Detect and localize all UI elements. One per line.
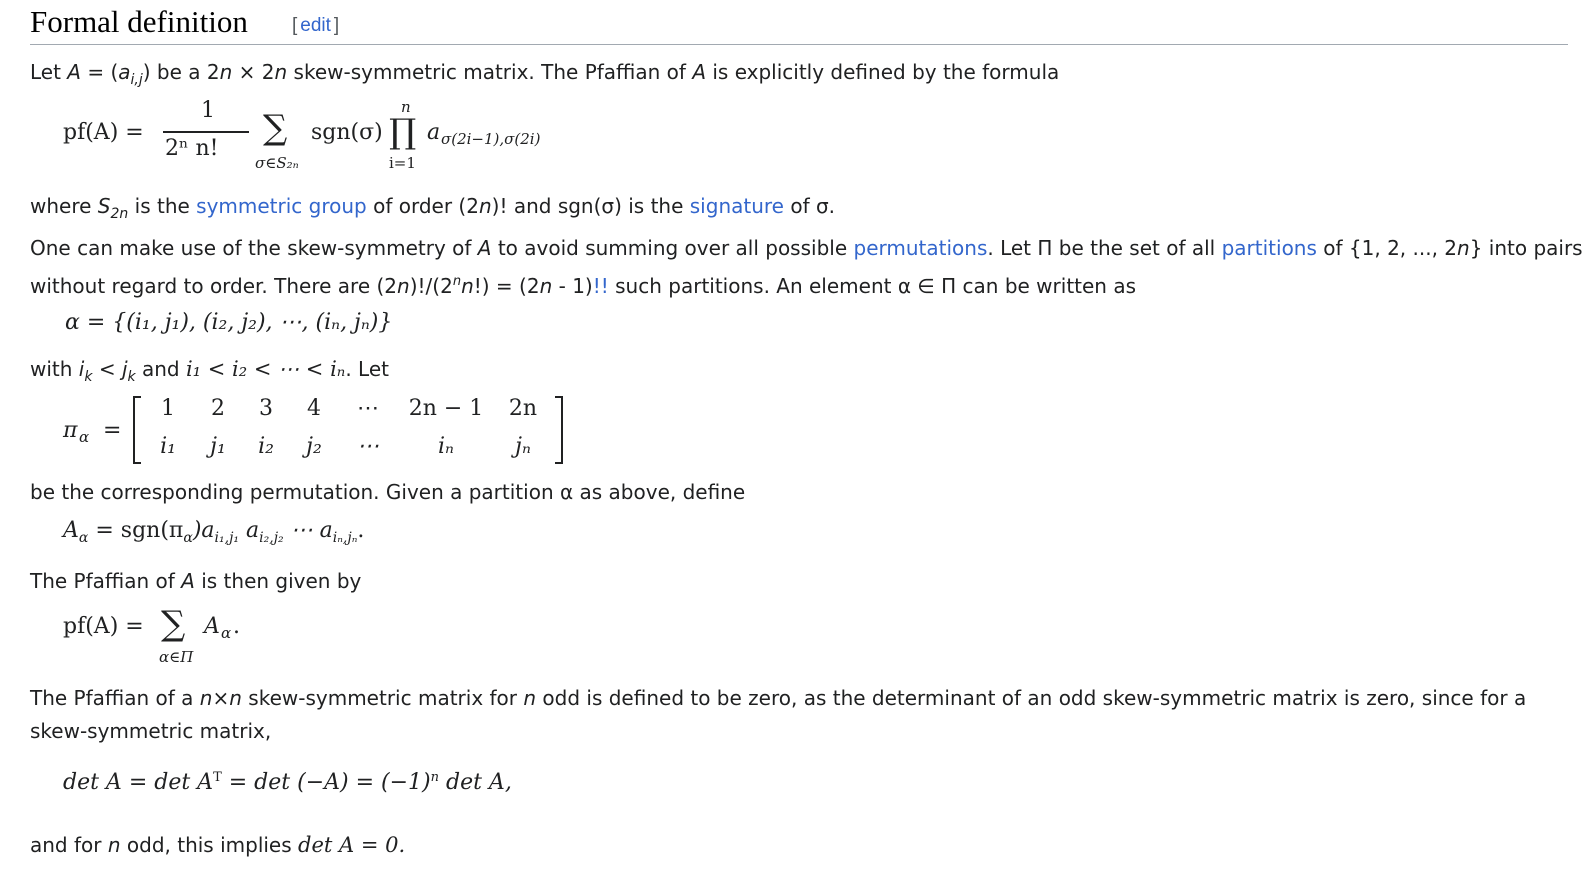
link-double-factorial[interactable]: !! [592,274,609,298]
edit-section-control [292,15,339,37]
math-subscript: i,j [130,72,143,88]
text: ) be a 2 [142,60,220,84]
term-subscript: iₙ,jₙ [332,530,358,546]
pi-alpha-subscript: α [79,428,90,446]
text: Let [30,60,68,84]
text: The Pfaffian of a [30,686,200,710]
section-title: Formal definition [30,4,248,39]
summation-subscript: α∈Π [159,648,194,666]
paragraph-corresponding-permutation [30,476,1560,509]
matrix-cell: iₙ [438,434,454,459]
text: is explicitly defined by the formula [706,60,1060,84]
math-var: A [181,569,195,593]
equation-term: ⋯ a [283,518,333,543]
text: and for [30,833,108,857]
text: odd, this implies [120,833,299,857]
matrix-left-bracket [133,396,141,464]
text: and [135,357,186,381]
math-subscript: 2n [110,206,129,222]
equation-alpha-partition: α = {(i₁, j₁), (i₂, j₂), ⋯, (iₙ, jₙ)} [65,310,393,335]
matrix-cell: jₙ [515,434,531,459]
a-alpha-symbol: A [63,518,79,543]
equation-pfaffian-definition [63,96,583,176]
math-subscript: k [127,369,136,385]
matrix-cell: j₁ [210,434,226,459]
paragraph-pfaffian-given-by [30,565,1560,598]
matrix-cell: ⋯ [357,396,379,421]
term-subscript: i₁,j₁ [214,530,240,546]
text: )! and sgn(σ) is the [491,194,690,218]
equation-pi-alpha-matrix [63,392,583,470]
math-var: A [692,60,706,84]
equation-part: det A, [439,770,512,795]
text: with [30,357,79,381]
math-var: i [78,357,85,381]
paragraph-line [30,682,1560,715]
text: of order (2 [366,194,479,218]
edit-bracket-close: ] [333,15,340,36]
link-permutations[interactable]: permutations [853,236,988,260]
summation-subscript: σ∈S₂ₙ [255,154,299,172]
matrix-cell: 1 [161,396,175,421]
text: to avoid summing over all possible [491,236,854,260]
equation-end: . [357,518,365,543]
edit-bracket-open: [ [292,15,298,36]
matrix-cell: 2 [211,396,225,421]
paragraph-with-ordering [30,353,1560,394]
matrix-right-bracket [555,396,563,464]
pi-alpha-symbol: π [63,418,78,443]
a-alpha-subscript: α [221,624,232,642]
matrix-cell: i₂ [258,434,274,459]
equation-end: . [233,614,240,639]
math-var: A [67,60,81,84]
math-var: n [1457,236,1470,260]
text: . Let [345,357,389,381]
matrix-cell: 2n − 1 [408,396,484,421]
equation-term: )a [192,518,215,543]
math-var: n [274,60,288,84]
equation-part: = det (−A) = (−1) [221,770,431,795]
equation-a-alpha [63,518,364,558]
transpose-superscript: T [213,770,222,785]
text: without regard to order. There are (2 [30,274,398,298]
term-subscript: i₂,j₂ [259,530,284,546]
math-var: n [478,194,492,218]
math-var: n [219,60,233,84]
math-var: n [107,833,121,857]
math-var: a [118,60,131,84]
math-var: n [199,686,213,710]
text: < [92,357,122,381]
section-heading [30,2,1568,45]
edit-link[interactable]: edit [300,15,331,36]
math-var: n [523,686,537,710]
matrix-cell: i₁ [160,434,176,459]
fraction-denominator: 2ⁿ n! [165,136,219,161]
power-superscript: n [430,770,439,785]
paragraph-line [30,265,1560,303]
math-det-zero: det A = 0. [298,833,406,857]
text: = ( [80,60,119,84]
product-subscript: i=1 [389,154,416,172]
text: One can make use of the skew-symmetry of [30,236,478,260]
text: be the corresponding permutation. Given a partition α as above, define [30,480,746,504]
math-subscript: k [84,369,93,385]
paragraph-line [30,715,1560,748]
paragraph-skew-symmetry [30,232,1583,303]
equation-rhs: = sgn(π [95,518,184,543]
text: skew-symmetric matrix, [30,719,272,743]
a-alpha-symbol: A [204,614,220,639]
fraction-bar [163,131,249,133]
sgn-sigma: sgn(σ) [311,120,383,145]
math-superscript: n [452,274,462,289]
matrix-cell: 4 [307,396,321,421]
equation-determinant [63,770,512,795]
equals-sign: = [103,418,122,443]
paragraph-where [30,190,1560,231]
text: is the [128,194,197,218]
matrix-cell: j₂ [306,434,322,459]
matrix-cell: 2n [508,396,538,421]
pi-subscript: α [183,530,193,546]
paragraph-line [30,232,1583,265]
text: skew-symmetric matrix. The Pfaffian of [287,60,693,84]
text: of {1, 2, ..., 2 [1316,236,1458,260]
product-superscript: n [401,98,411,116]
matrix-entry-a: a [427,120,441,145]
text: of σ. [783,194,836,218]
text: × [212,686,230,710]
equation-pfaffian-sum [63,604,323,668]
equation-lhs: pf(A) = [63,120,144,145]
text: where [30,194,98,218]
link-symmetric-group[interactable]: symmetric group [196,194,367,218]
text: × 2 [232,60,275,84]
text: such partitions. An element α ∈ Π can be written as [608,274,1137,298]
math-inequality-chain: i₁ < i₂ < ⋯ < iₙ [185,357,346,381]
math-var: j [121,357,128,381]
math-var: n [229,686,242,710]
paragraph-odd-matrix [30,682,1560,748]
matrix-cell: 3 [259,396,273,421]
text: . Let Π be the set of all [987,236,1222,260]
math-var: S [97,194,111,218]
text: )!/(2 [409,274,453,298]
text: odd is defined to be zero, as the determinant of an odd skew-symmetric matrix is zero, since for a [536,686,1527,710]
text: is then given by [194,569,362,593]
text: - 1) [552,274,593,298]
math-var: n [539,274,553,298]
text: !) = (2 [473,274,540,298]
text: The Pfaffian of [30,569,182,593]
math-var: n [397,274,410,298]
product-sign: ∏ [389,112,417,152]
link-signature[interactable]: signature [689,194,784,218]
equation-term: a [239,518,260,543]
fraction-numerator: 1 [201,98,215,123]
paragraph-conclusion [30,829,1560,862]
math-var: A [477,236,492,260]
equation-lhs: pf(A) = [63,614,144,639]
matrix-entry-subscript: σ(2i−1),σ(2i) [441,130,541,148]
a-alpha-subscript: α [78,530,89,546]
summation-sign: ∑ [161,604,186,644]
equation-part: det A = det A [63,770,214,795]
text: } into pairs [1469,236,1583,260]
link-partitions[interactable]: partitions [1221,236,1317,260]
summation-sign: ∑ [263,108,288,148]
matrix-cell: ⋯ [357,434,379,459]
paragraph-definition-intro [30,56,1560,97]
text: skew-symmetric matrix for [241,686,524,710]
math-var: n [461,274,474,298]
